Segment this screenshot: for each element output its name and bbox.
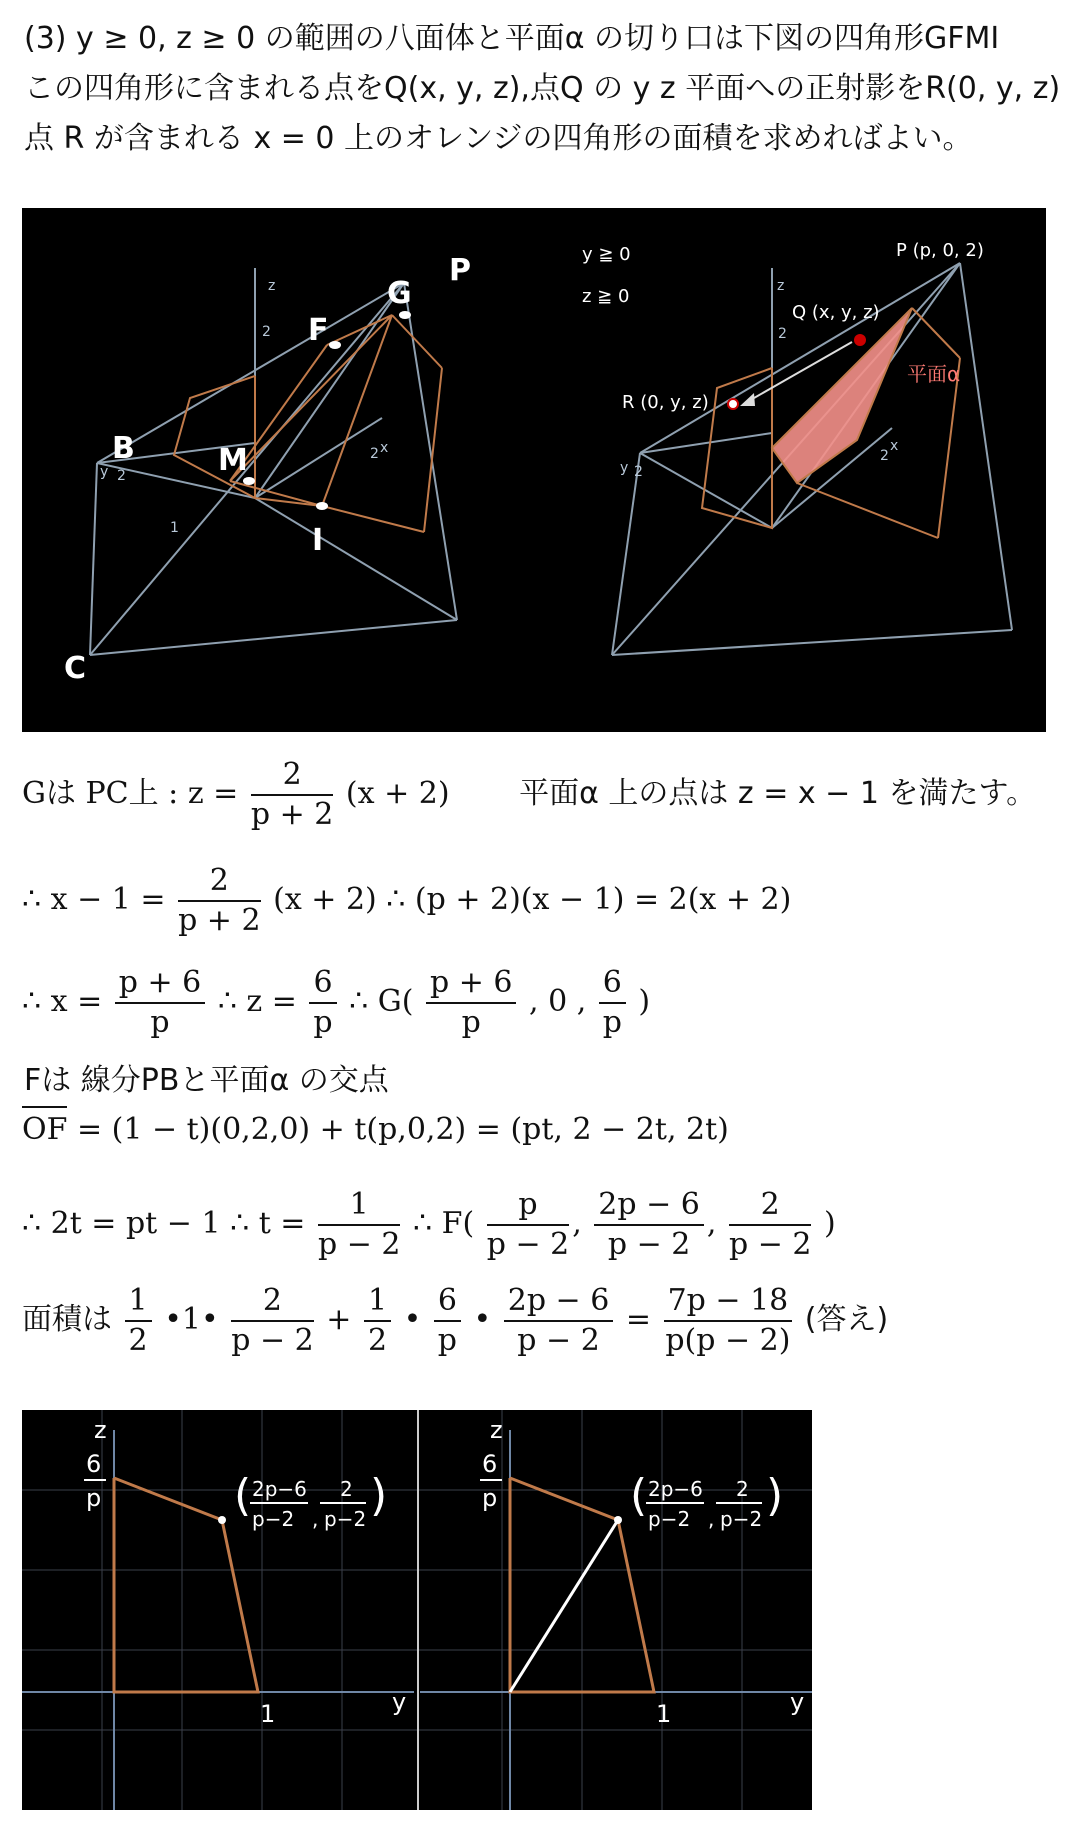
math-text: = [625, 1302, 652, 1337]
math-text: Gは PC上 : z = [22, 776, 239, 811]
math-text: 2 [231, 1282, 314, 1322]
sol-line-eq3 [22, 964, 650, 1042]
tick-z2: 2 [262, 324, 271, 340]
cond-z: z ≧ 0 [582, 286, 630, 307]
projection-right [420, 1430, 812, 1810]
point-Q [854, 334, 866, 346]
math-text: 1 [318, 1186, 401, 1226]
label-C: C [64, 651, 87, 686]
figure-1 [90, 268, 457, 655]
math-text: • [403, 1302, 422, 1337]
math-text: 6 [599, 964, 626, 1004]
math-text: p − 2 [486, 1227, 570, 1262]
math-text: , 0 , [529, 984, 587, 1019]
coord-d2-left: p−2 [324, 1507, 367, 1531]
six-left: 6 [86, 1450, 102, 1478]
math-text: (x + 2) ∴ (p + 2)(x − 1) = 2(x + 2) [273, 882, 792, 917]
math-text: (x + 2) [345, 776, 450, 811]
label-G: G [387, 276, 412, 311]
z-label-right: z [490, 1416, 503, 1444]
label-B: B [112, 431, 135, 466]
math-text: p [437, 1323, 457, 1358]
label-F: F [308, 313, 329, 348]
one-left: 1 [260, 1700, 276, 1728]
math-text: 6 [309, 964, 336, 1004]
axis-x-label-2: x [890, 438, 899, 454]
math-text: p [461, 1005, 481, 1040]
point-F [329, 341, 341, 349]
sol-line-eq5: ∴ 2t = pt − 1 ∴ t = $\frac{1}{p - 2}$ ∴ F( $\frac{p}{p - 2}$ , $\frac{2p - 6}{p - 2}$ , $\frac{2}{p - 2}$ ) [22, 1187, 836, 1262]
axis-y-label-2: y [620, 460, 629, 476]
y-label-left: y [392, 1688, 407, 1716]
math-text: p − 2 [231, 1323, 314, 1358]
projection-figures [22, 1410, 812, 1810]
coord-n2-left: 2 [340, 1477, 353, 1501]
math-text: ) [824, 1206, 836, 1241]
math-text: p − 2 [728, 1227, 812, 1262]
math-text: 6 [434, 1282, 461, 1322]
math-text: p − 2 [517, 1323, 600, 1358]
p-left: p [86, 1484, 102, 1512]
label-Q: Q (x, y, z) [792, 302, 880, 323]
sol-line-eq2 [22, 862, 791, 940]
sol-line-g [22, 756, 1036, 834]
math-text: (答え) [804, 1302, 889, 1337]
math-text: ∴ 2t = pt − 1 ∴ t = [22, 1206, 306, 1241]
svg-text:(: ( [234, 1470, 252, 1521]
z-label-left: z [94, 1416, 107, 1444]
math-text: • [473, 1302, 492, 1337]
coord-n1-right: 2p−6 [648, 1477, 703, 1501]
svg-text:): ) [370, 1470, 388, 1521]
tick-y2-2: 2 [634, 464, 643, 480]
intro-line-1: (3) y ≥ 0, z ≥ 0 の範囲の八面体と平面α の切り口は下図の四角形GFMI [24, 21, 1000, 56]
sol-line-f: Fは 線分PBと平面α の交点 [24, 1063, 389, 1098]
octahedron-figures [22, 208, 1046, 732]
tick-x2: 2 [370, 446, 379, 462]
svg-text:(: ( [630, 1470, 648, 1521]
point-I [316, 502, 328, 510]
math-text: 2 [367, 1323, 388, 1358]
point-R [728, 399, 738, 409]
point-G [399, 311, 411, 319]
math-text: p − 2 [607, 1227, 691, 1262]
math-text: p [313, 1005, 333, 1040]
math-text: p + 6 [115, 964, 206, 1004]
math-text: p + 6 [426, 964, 517, 1004]
projection-left [22, 1430, 414, 1810]
cond-y: y ≧ 0 [582, 244, 631, 265]
tick-z2-2: 2 [778, 326, 787, 342]
coord-n2-right: 2 [736, 1477, 749, 1501]
intro-line-3: 点 R が含まれる x = 0 上のオレンジの四角形の面積を求めればよい。 [24, 121, 973, 156]
math-text: + [326, 1302, 352, 1337]
math-text: ∴ x = [22, 984, 103, 1019]
coord-d2-right: p−2 [720, 1507, 763, 1531]
math-text: ∴ G( [349, 984, 414, 1019]
coord-d1-right: p−2 [648, 1507, 691, 1531]
math-text: OF [22, 1112, 68, 1147]
math-text: = (1 − t)(0,2,0) + t(p,0,2) = (pt, 2 − 2t, 2t) [67, 1112, 729, 1147]
diagonal-line [510, 1520, 618, 1692]
math-text: ∴ x − 1 = [22, 882, 166, 917]
label-plane-alpha: 平面α [907, 362, 961, 386]
axis-y-label: y [100, 464, 109, 480]
math-text: 1 [364, 1282, 391, 1322]
math-text: 面積は [22, 1302, 112, 1337]
label-R: R (0, y, z) [622, 392, 709, 413]
math-text: p + 2 [250, 797, 334, 832]
math-text: 1 [125, 1282, 152, 1322]
math-text: 2p − 6 [594, 1186, 704, 1226]
y-label-right: y [790, 1688, 805, 1716]
math-text: 2 [178, 862, 261, 902]
tick-y2: 2 [117, 468, 126, 484]
math-text: 7p − 18 [664, 1282, 793, 1322]
one-right: 1 [656, 1700, 672, 1728]
point-M [243, 477, 255, 485]
six-right: 6 [482, 1450, 498, 1478]
svg-text:,: , [312, 1507, 319, 1531]
label-P2: P (p, 0, 2) [896, 240, 984, 261]
label-I: I [312, 523, 324, 558]
axis-z-label: z [268, 278, 276, 294]
math-text: p [602, 1005, 622, 1040]
p-right: p [482, 1484, 498, 1512]
math-text: p [487, 1186, 570, 1226]
intro-line-2: この四角形に含まれる点をQ(x, y, z),点Q の y z 平面への正射影をR(0, y, z) [24, 71, 1061, 106]
sol-line-area [22, 1282, 888, 1360]
math-text: p − 2 [317, 1227, 401, 1262]
math-text: 平面α 上の点は z = x − 1 を満たす。 [519, 776, 1037, 811]
math-text: 2 [251, 756, 334, 796]
figure-panel-2d [22, 1410, 812, 1810]
math-text: ∴ z = [217, 984, 297, 1019]
sol-line-of [22, 1112, 729, 1147]
label-M: M [218, 443, 248, 478]
label-P: P [449, 253, 471, 288]
plane-alpha-region [772, 308, 912, 483]
figure-panel-3d [22, 208, 1046, 732]
tick-1: 1 [170, 520, 179, 536]
math-text: p(p − 2) [665, 1323, 791, 1358]
math-text: 2 [128, 1323, 148, 1358]
math-text: •1• [164, 1302, 219, 1337]
svg-text:,: , [708, 1507, 715, 1531]
axis-z-label-2: z [777, 278, 785, 294]
math-text: 2 [729, 1186, 812, 1226]
svg-text:): ) [766, 1470, 784, 1521]
axis-x-label: x [380, 440, 389, 456]
math-text: ∴ F( [413, 1206, 475, 1241]
coord-d1-left: p−2 [252, 1507, 295, 1531]
math-text: ) [638, 984, 651, 1019]
math-text: p + 2 [178, 903, 261, 938]
coord-n1-left: 2p−6 [252, 1477, 307, 1501]
math-text: p [150, 1005, 170, 1040]
tick-x2-2: 2 [880, 448, 889, 464]
math-text: 2p − 6 [504, 1282, 614, 1322]
